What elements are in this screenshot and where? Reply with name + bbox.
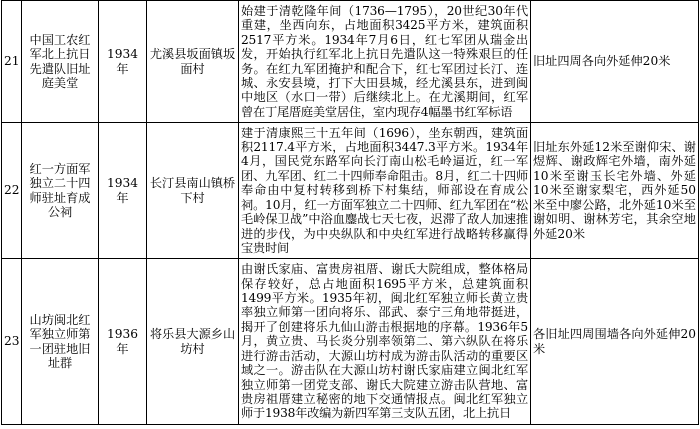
- row-number: 21: [2, 1, 22, 123]
- site-year: 1934年: [99, 1, 147, 123]
- table-row: [2, 123, 699, 259]
- table-row: [2, 259, 699, 425]
- site-location: 将乐县大源乡山坊村: [147, 259, 239, 425]
- site-description: 建于清康熙三十五年间（1696），坐东朝西，建筑面积2117.4平方米，占地面积3447.3平方米。1934年4月，国民党东路军向长汀南山松毛岭逼近，红一军团、九军团、红二十四师奉命阻击。8月，红二十四师奉命由中复村转移到桥下村集结，师部设在育成公祠。10月，红一方面军独立二十四师、红九军团在“松毛岭保卫战”中浴血鏖战七天七夜，迟滞了敌人加速推进的步伐，为中央纵队和中央红军进行战略转移赢得宝贵时间: [239, 123, 531, 259]
- site-location: 长汀县南山镇桥下村: [147, 123, 239, 259]
- protection-scope: 旧址东外延12米至谢仰宋、谢煜辉、谢政辉宅外墙，南外延10米至谢玉长宅外墙、外延10米至谢家梨宅，西外延50米至中廖公路，北外延10米至谢如明、谢林芳宅，其余空地外延20米: [531, 123, 699, 259]
- site-year: 1934年: [99, 123, 147, 259]
- site-year: 1936年: [99, 259, 147, 425]
- table-row: [2, 1, 699, 123]
- protection-scope: 旧址四周各向外延伸20米: [531, 1, 699, 123]
- site-name: 山坊闽北红军独立师第一团驻地旧址群: [22, 259, 99, 425]
- site-description: 由谢氏家庙、富贵房祖厝、谢氏大院组成，整体格局保存较好，总占地面积1695平方米，总建筑面积1499平方米。1935年初，闽北红军独立师长黄立贵率独立师第一团向将乐、邵武、泰宁三角地带挺进，揭开了创建将乐九仙山游击根据地的序幕。1936年5月，黄立贵、马长炎分别率领第二、第六纵队在将乐进行游击活动，大源山坊村成为游击队活动的重要区域之一。游击队在大源山坊村谢氏家庙建立闽北红军独立师第一团党支部、谢氏大院建立游击队营地、富贵房祖厝建立秘密的地下交通情报点。闽北红军独立师于1938年改编为新四军第三支队五团，北上抗日: [239, 259, 531, 425]
- site-location: 尤溪县坂面镇坂面村: [147, 1, 239, 123]
- site-description: 始建于清乾隆年间（1736—1795），20世纪30年代重建，坐西向东，占地面积3425平方米，建筑面积2517平方米。1934年7月6日，红七军团从瑞金出发，开始执行红军北上抗日先遣队这一特殊艰巨的任务。在红九军团掩护和配合下，红七军团过长汀、连城、永安县境，打下大田县城，经尤溪县东，进到闽中地区（水口一带）后继续北上。在尤溪期间，红军曾在丁尾厝庭美堂居住，室内现存4幅墨书红军标语: [239, 1, 531, 123]
- site-name: 中国工农红军北上抗日先遣队旧址庭美堂: [22, 1, 99, 123]
- row-number: 23: [2, 259, 22, 425]
- site-name: 红一方面军独立二十四师驻址育成公祠: [22, 123, 99, 259]
- row-number: 22: [2, 123, 22, 259]
- heritage-site-table: [1, 0, 699, 425]
- protection-scope: 各旧址四周围墙各向外延伸20米: [531, 259, 699, 425]
